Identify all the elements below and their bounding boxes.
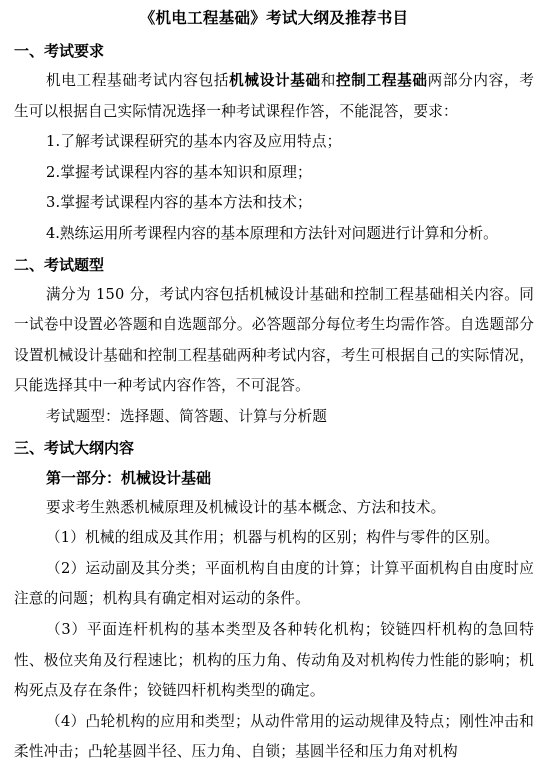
syllabus-item: （3）平面连杆机构的基本类型及各种转化机构；铰链四杆机构的急回特性、极位夹角及行程速比；机构的压力角、传动角及对机构传力性能的影响；机构死点及存在条件；铰链四杆机构类型的确定。 — [14, 620, 534, 700]
part-one-requirement: 要求考生熟悉机械原理及机械设计的基本概念、方法和技术。 — [46, 498, 446, 516]
requirement-item: 2.掌握考试课程内容的基本知识和原理； — [46, 163, 312, 181]
syllabus-item: （1）机械的组成及其作用；机器与机构的区别；构件与零件的区别。 — [46, 529, 500, 547]
requirements-intro — [14, 66, 534, 127]
requirement-item: 3.掌握考试课程内容的基本方法和技术； — [46, 194, 312, 212]
question-types-paragraph: 满分为 150 分，考试内容包括机械设计基础和控制工程基础相关内容。同一试卷中设置必答题和自选题部分。必答题部分每位考生均需作答。自选题部分设置机械设计基础和控制工程基础两种考试内容，考生可根据自己的实际情况，只能选择其中一种考试内容作答，不可混答。 — [14, 285, 534, 395]
question-types-list: 考试题型：选择题、简答题、计算与分析题 — [46, 407, 328, 425]
syllabus-item: （2）运动副及其分类；平面机构自由度的计算；计算平面机构自由度时应注意的问题；机构具有确定相对运动的条件。 — [14, 559, 534, 608]
part-one-heading: 第一部分：机械设计基础 — [46, 468, 212, 487]
intro-keyword-control: 控制工程基础 — [336, 72, 428, 89]
document-title: 《机电工程基础》考试大纲及推荐书目 — [139, 8, 409, 27]
intro-text-c: 两部分内容，考生可以根据自己实际情况选择一种考试课程作答，不能混答，要求： — [14, 72, 535, 120]
section-heading-syllabus: 三、考试大纲内容 — [14, 438, 135, 457]
requirement-item: 1.了解考试课程研究的基本内容及应用特点； — [46, 133, 342, 151]
intro-keyword-mechanical: 机械设计基础 — [229, 72, 321, 89]
requirement-item: 4.熟练运用所考课程内容的基本原理和方法针对问题进行计算和分析。 — [46, 224, 498, 242]
syllabus-item: （4）凸轮机构的应用和类型；从动件常用的运动规律及特点；刚性冲击和柔性冲击；凸轮基圆半径、压力角、自锁；基圆半径和压力角对机构 — [14, 712, 534, 761]
intro-text-b: 和 — [320, 72, 337, 89]
intro-text-a: 机电工程基础考试内容包括 — [46, 72, 230, 89]
section-heading-question-types: 二、考试题型 — [14, 255, 105, 274]
section-heading-requirements: 一、考试要求 — [14, 42, 105, 60]
